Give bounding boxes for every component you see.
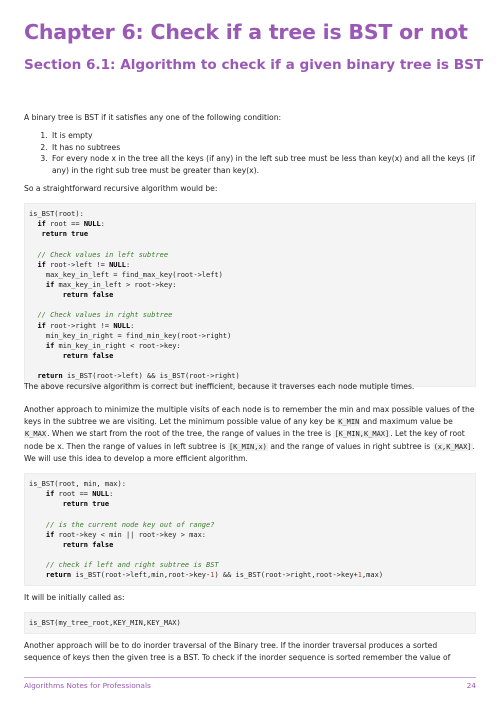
condition-item: 3. For every node x in the tree all the keys (if any) in the left sub tree must be less than key(x) and all the keys (if any) in the right sub tree must be greater than key(x). bbox=[50, 153, 476, 176]
code-line: is_BST(my_tree_root,KEY_MIN,KEY_MAX) bbox=[29, 619, 181, 627]
code-line: // is the current node key out of range? bbox=[45, 520, 215, 529]
code-line: if root->key < min || root->key > max: bbox=[45, 530, 207, 539]
code-line: return true bbox=[62, 500, 110, 509]
code-line: if root->right != NULL: bbox=[37, 321, 135, 330]
code-line: return is_BST(root->left) && is_BST(root->right) bbox=[37, 372, 240, 381]
code-line bbox=[29, 550, 471, 560]
code-line bbox=[29, 239, 471, 249]
code-line: max_key_in_left = find_max_key(root->left) bbox=[29, 270, 223, 279]
footer-divider bbox=[24, 677, 476, 678]
inline-code: [K_MIN,K_MAX] bbox=[334, 430, 390, 439]
code-block-initial-call bbox=[24, 612, 476, 634]
text-span: . When we start from the root of the tree, the range of values in the tree is bbox=[47, 429, 334, 439]
initial-call-paragraph: It will be initially called as: bbox=[24, 593, 125, 602]
footer-book-title: Algorithms Notes for Professionals bbox=[24, 681, 151, 690]
code-line: return false bbox=[62, 291, 114, 300]
chapter-title: Chapter 6: Check if a tree is BST or not bbox=[24, 20, 468, 44]
code-block-recursive bbox=[24, 203, 476, 387]
code-line: if root->left != NULL: bbox=[37, 260, 131, 269]
code-line: // check if left and right subtree is BST bbox=[45, 561, 219, 570]
conditions-list bbox=[36, 130, 476, 176]
inefficient-paragraph: The above recursive algorithm is correct but inefficient, because it traverses each node mutiple times. bbox=[24, 382, 415, 391]
condition-item: 1. It is empty bbox=[50, 130, 476, 142]
code-line: return false bbox=[62, 540, 114, 549]
condition-item: 2. It has no subtrees bbox=[50, 142, 476, 154]
code-line: // Check values in right subtree bbox=[37, 311, 173, 320]
code-line: if max_key_in_left > root->key: bbox=[45, 280, 177, 289]
footer-page-number: 24 bbox=[466, 681, 476, 690]
code-line: return false bbox=[62, 351, 114, 360]
inline-code: (x,K_MAX] bbox=[433, 442, 472, 451]
text-span: and maximum value be bbox=[360, 416, 453, 426]
code-line: if root == NULL: bbox=[37, 220, 105, 229]
code-line bbox=[29, 509, 471, 519]
code-line: is_BST(root, min, max): bbox=[29, 480, 126, 488]
inorder-paragraph: Another approach will be to do inorder traversal of the Binary tree. If the inorder traversal produces a sorted sequence of keys then the given tree is a BST. To check if the inorder sequence is sorted remember the value of bbox=[24, 641, 451, 662]
code-line: if min_key_in_right < root->key: bbox=[45, 341, 181, 350]
code-line: // Check values in left subtree bbox=[37, 250, 169, 259]
code-line: return is_BST(root->left,min,root->key-1) && is_BST(root->right,root->key+1,max) bbox=[45, 571, 384, 580]
text-span: and the range of values in right subtree is bbox=[267, 441, 433, 451]
text-span: Another approach to minimize the multiple visits of each node is to remember the min and max possible values of the keys in the subtree we are visiting. Let the minimum possible value of any key be bbox=[24, 405, 475, 426]
code-line: if root == NULL: bbox=[45, 490, 114, 499]
code-line bbox=[29, 300, 471, 310]
text-span: . We will use this idea to develop a more efficient algorithm. bbox=[24, 441, 475, 464]
inline-code: K_MAX bbox=[25, 430, 47, 439]
code-line: return true bbox=[41, 230, 89, 239]
intro-paragraph: A binary tree is BST if it satisfies any one of the following condition: bbox=[24, 113, 282, 122]
recursive-intro-paragraph: So a straightforward recursive algorithm would be: bbox=[24, 184, 218, 193]
inline-code: [K_MIN,x) bbox=[228, 442, 267, 451]
section-title: Section 6.1: Algorithm to check if a given binary tree is BST bbox=[24, 57, 484, 73]
inline-code: K_MIN bbox=[338, 417, 360, 426]
code-line: is_BST(root): bbox=[29, 210, 84, 218]
code-line bbox=[29, 361, 471, 371]
minmax-paragraph bbox=[24, 404, 476, 465]
text-span: . Let the key of root node be x. Then the range of values in left subtree is bbox=[24, 429, 465, 451]
code-block-efficient bbox=[24, 473, 476, 586]
code-line: min_key_in_right = find_min_key(root->right) bbox=[29, 331, 232, 340]
